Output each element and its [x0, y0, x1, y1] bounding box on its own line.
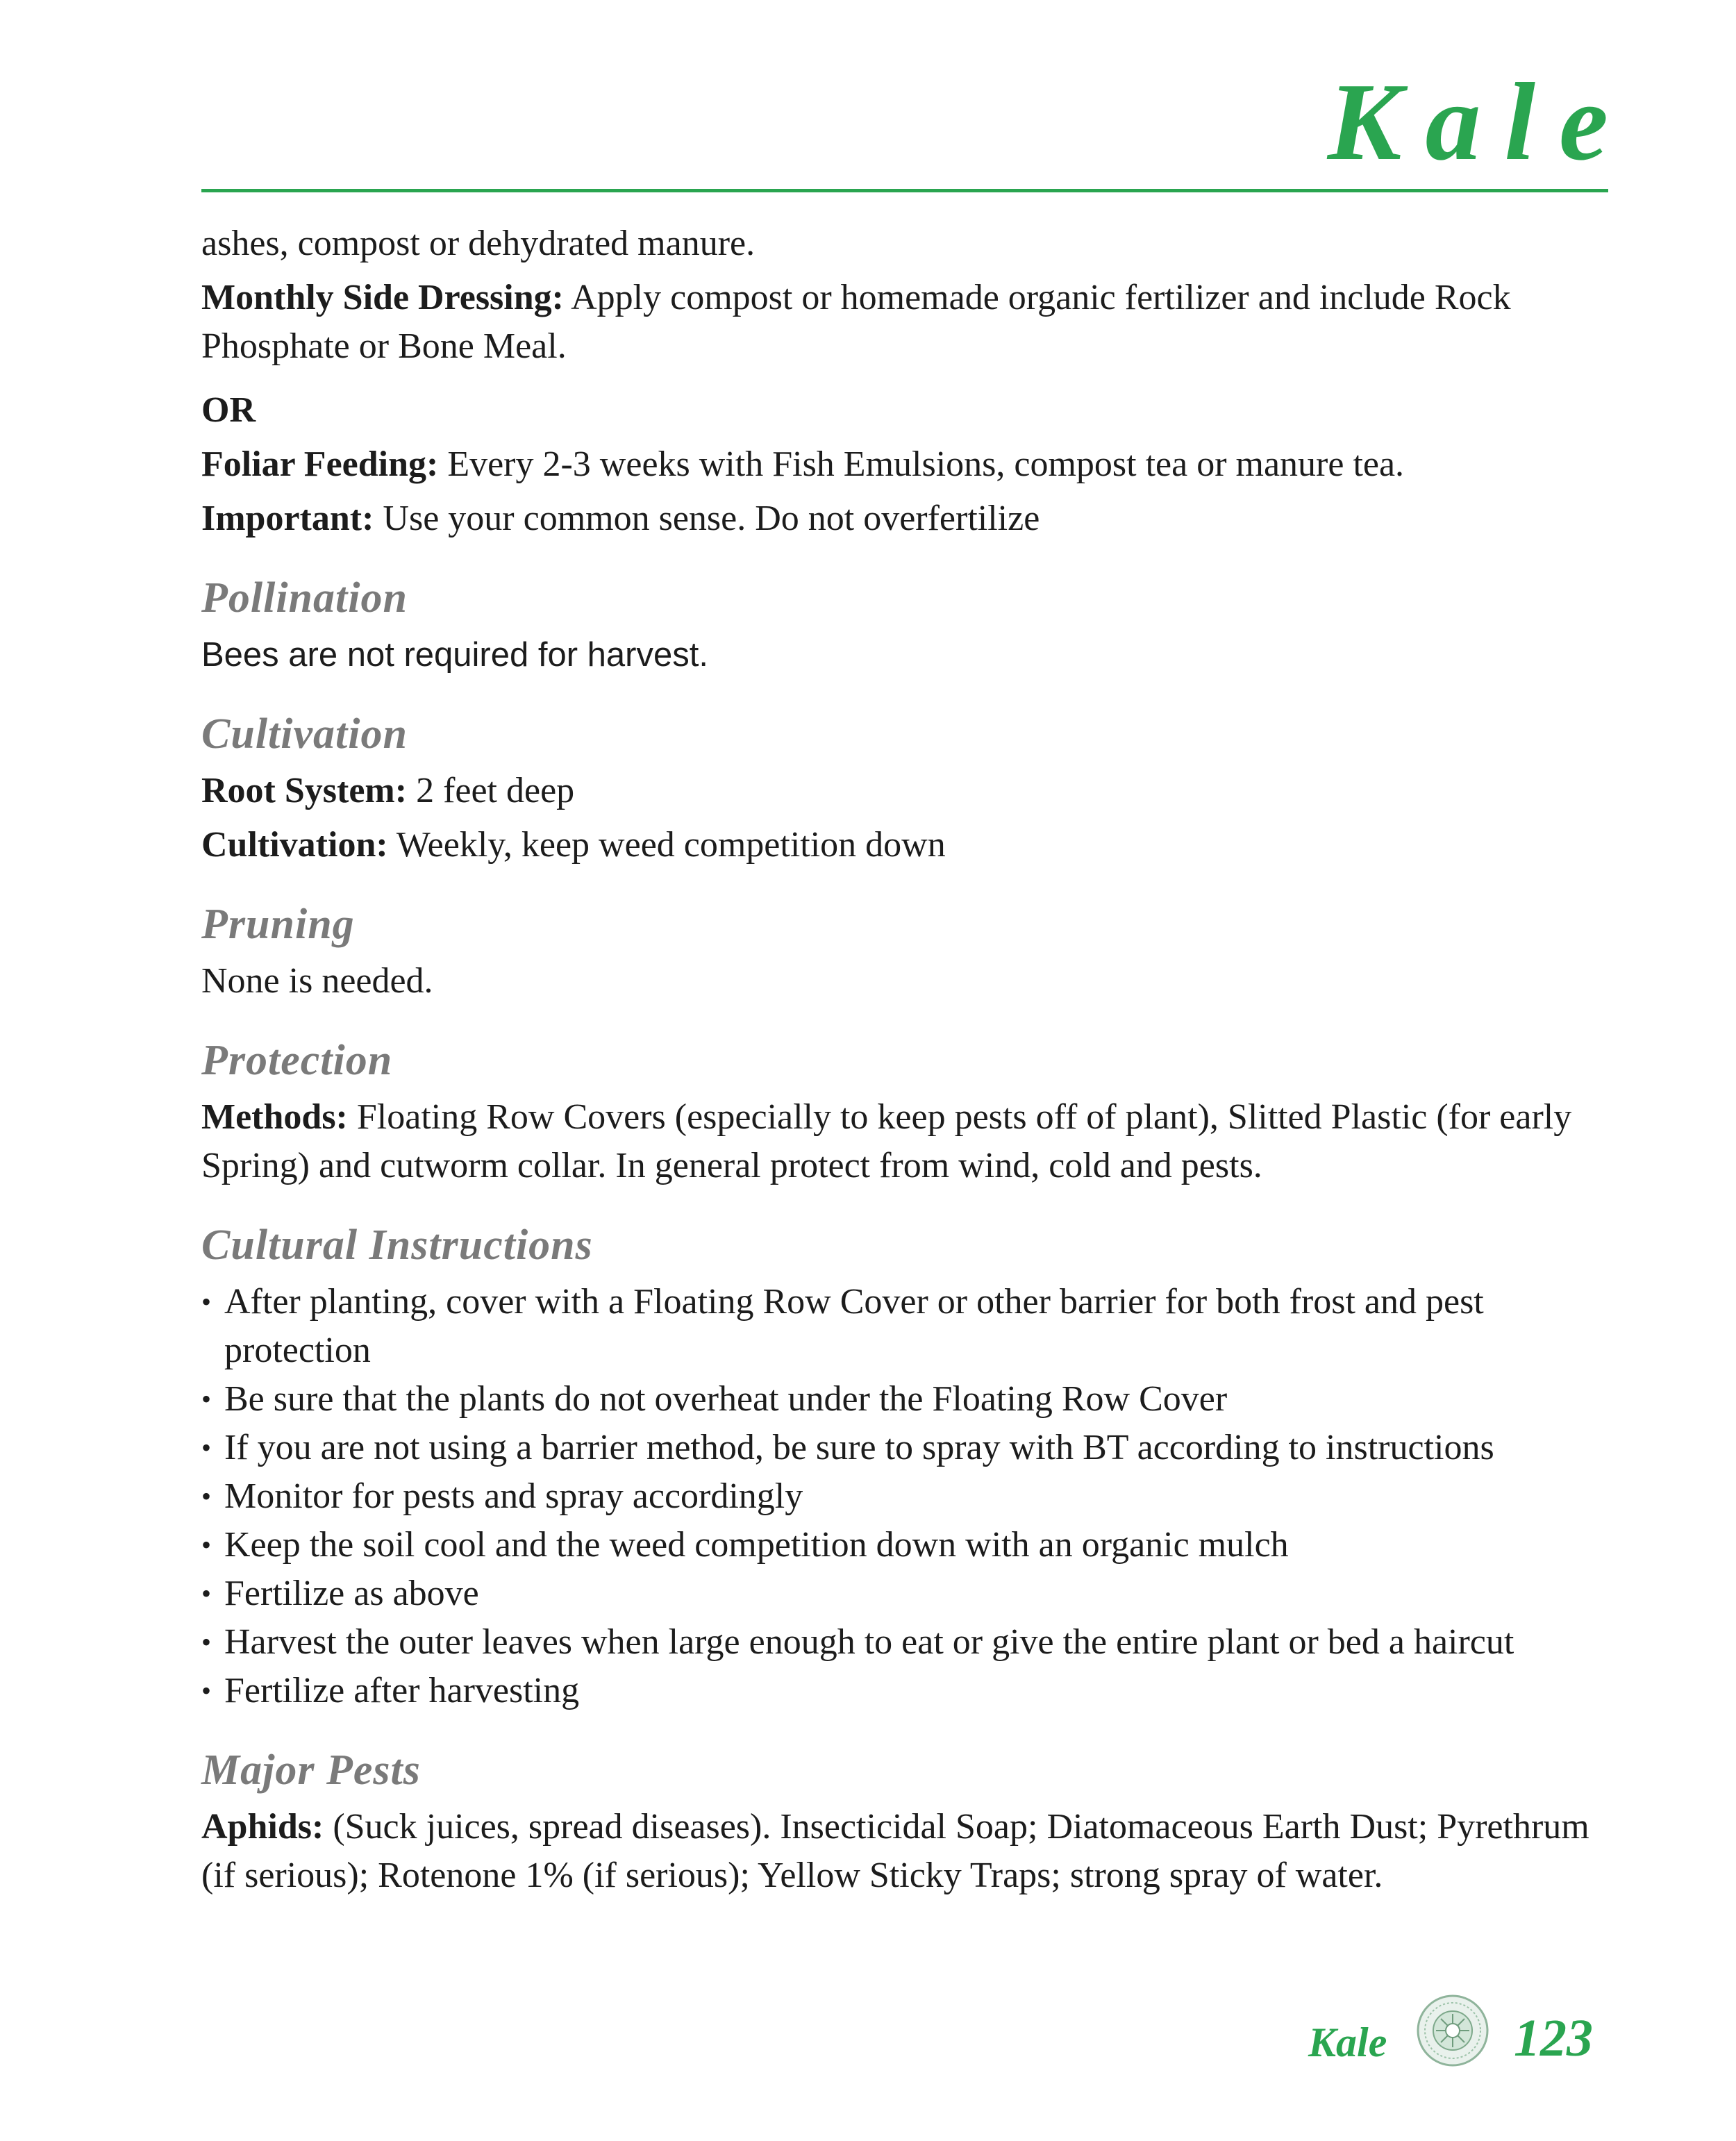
- header-rule: [201, 189, 1608, 192]
- pollination-heading: Pollination: [201, 574, 408, 622]
- list-item: • Fertilize after harvesting: [201, 1667, 1618, 1715]
- root-system-text: 2 feet deep: [407, 771, 575, 810]
- cultivation-heading: Cultivation: [201, 710, 408, 758]
- foliar-label: Foliar Feeding:: [201, 444, 439, 484]
- important-text: Use your common sense. Do not overfertilize: [374, 499, 1040, 538]
- list-item: • Be sure that the plants do not overheat under the Floating Row Cover: [201, 1375, 1618, 1424]
- pruning-text: None is needed.: [201, 961, 433, 1001]
- foliar-text: Every 2-3 weeks with Fish Emulsions, compost tea or manure tea.: [438, 444, 1405, 484]
- cultivation-label: Cultivation:: [201, 825, 388, 865]
- intro-text: ashes, compost or dehydrated manure.: [201, 224, 756, 263]
- list-item: • Fertilize as above: [201, 1569, 1618, 1618]
- pollination-text: Bees are not required for harvest.: [201, 636, 708, 674]
- protection-heading: Protection: [201, 1037, 393, 1084]
- aphids-text: (Suck juices, spread diseases). Insecticidal Soap; Diatomaceous Earth Dust; Pyrethrum (if serious); Rotenone 1% (if serious); Yellow Sticky Traps; strong spray of water.: [201, 1807, 1589, 1895]
- page-body: [201, 219, 1618, 1900]
- or-label: OR: [201, 390, 256, 430]
- pruning-heading: Pruning: [201, 901, 355, 948]
- seal-icon: [1417, 1994, 1489, 2067]
- list-item: • Keep the soil cool and the weed competition down with an organic mulch: [201, 1521, 1618, 1569]
- page-number: 123: [1514, 2009, 1593, 2067]
- list-item: • If you are not using a barrier method, be sure to spray with BT according to instructions: [201, 1424, 1618, 1472]
- methods-label: Methods:: [201, 1097, 348, 1137]
- foliar-paragraph: [201, 440, 1618, 489]
- aphids-paragraph: [201, 1803, 1618, 1900]
- aphids-label: Aphids:: [201, 1807, 324, 1847]
- list-item: • After planting, cover with a Floating Row Cover or other barrier for both frost and pest protection: [201, 1278, 1618, 1375]
- cultural-instructions-list: [201, 1278, 1618, 1715]
- side-dressing-label: Monthly Side Dressing:: [201, 278, 564, 317]
- major-pests-heading: Major Pests: [201, 1747, 421, 1794]
- root-system-label: Root System:: [201, 771, 408, 810]
- important-label: Important:: [201, 499, 374, 538]
- footer-chapter-name: Kale: [1308, 2019, 1387, 2065]
- list-item: • Monitor for pests and spray accordingly: [201, 1472, 1618, 1521]
- important-paragraph: [201, 494, 1618, 543]
- side-dressing-paragraph: [201, 274, 1618, 371]
- methods-text: Floating Row Covers (especially to keep pests off of plant), Slitted Plastic (for early Spring) and cutworm collar. In general protect from wind, cold and pests.: [201, 1097, 1572, 1185]
- methods-paragraph: [201, 1093, 1618, 1190]
- cultivation-paragraph: [201, 821, 1618, 869]
- side-dressing-text: Apply compost or homemade organic fertilizer and include Rock Phosphate or Bone Meal.: [201, 278, 1511, 366]
- page-title: Kale: [1327, 60, 1632, 183]
- cultivation-text: Weekly, keep weed competition down: [387, 825, 946, 865]
- list-item: • Harvest the outer leaves when large enough to eat or give the entire plant or bed a haircut: [201, 1618, 1618, 1667]
- root-system-paragraph: [201, 767, 1618, 815]
- cultural-instructions-heading: Cultural Instructions: [201, 1222, 593, 1269]
